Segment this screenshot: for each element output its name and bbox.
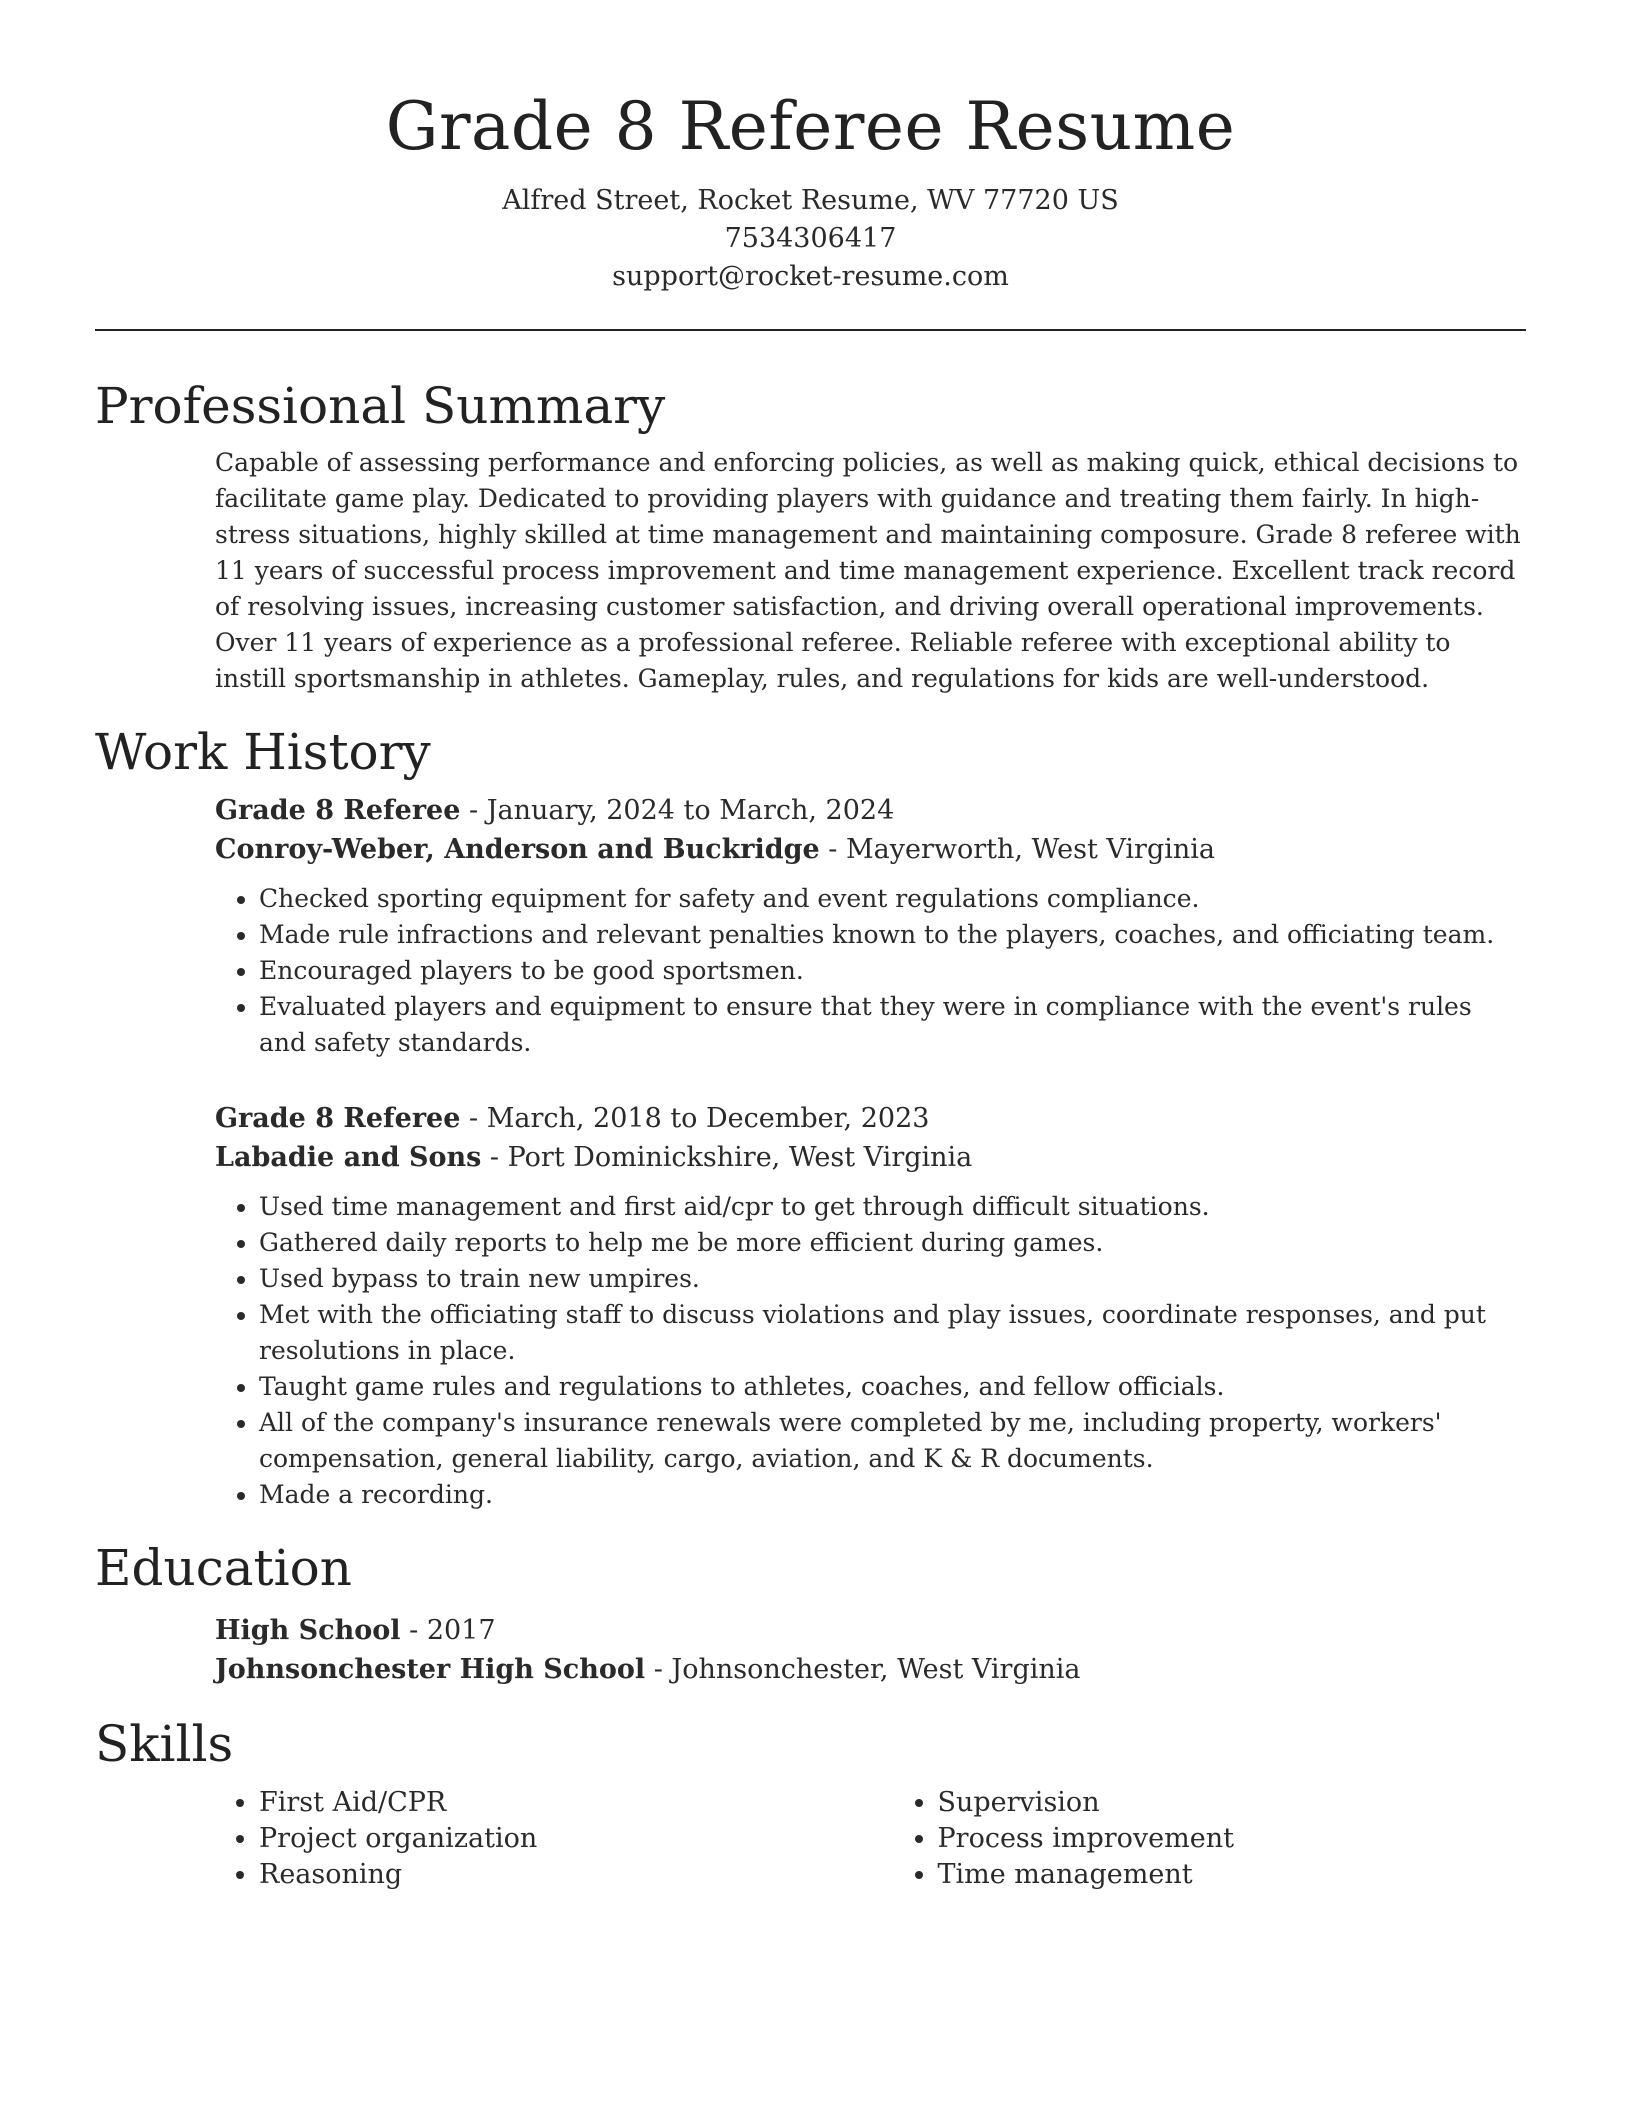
resume-page xyxy=(95,0,1526,1893)
section-title-work-history: Work History xyxy=(95,723,431,781)
education-body xyxy=(215,1611,1526,1689)
job-bullet: • Made rule infractions and relevant penalties known to the players, coaches, and officiating team. xyxy=(259,917,1526,953)
resume-title: Grade 8 Referee Resume xyxy=(385,88,1236,165)
job-entry xyxy=(215,1099,1526,1513)
skills-list-right xyxy=(894,1785,1527,1893)
education-degree-line xyxy=(215,1611,1526,1650)
job-bullet: • Met with the officiating staff to discuss violations and play issues, coordinate responses, and put resolutions in place. xyxy=(259,1297,1526,1369)
skill-item: • First Aid/CPR xyxy=(259,1785,848,1821)
education-location: - Johnsonchester, West Virginia xyxy=(645,1654,1081,1685)
education-school-line xyxy=(215,1650,1526,1689)
job-title-line xyxy=(215,791,1526,830)
header-divider xyxy=(95,329,1526,331)
job-company-line xyxy=(215,830,1526,869)
section-title-summary: Professional Summary xyxy=(95,377,666,435)
contact-block xyxy=(95,182,1526,296)
skill-item: • Supervision xyxy=(938,1785,1527,1821)
job-location: - Port Dominickshire, West Virginia xyxy=(481,1142,973,1173)
contact-email: support@rocket-resume.com xyxy=(612,261,1009,292)
job-entry xyxy=(215,791,1526,1061)
job-bullet: • Gathered daily reports to help me be more efficient during games. xyxy=(259,1225,1526,1261)
job-bullet: • Used bypass to train new umpires. xyxy=(259,1261,1526,1297)
section-title-skills: Skills xyxy=(95,1715,234,1773)
job-company-line xyxy=(215,1138,1526,1177)
job-bullet: • Used time management and first aid/cpr to get through difficult situations. xyxy=(259,1189,1526,1225)
contact-address: Alfred Street, Rocket Resume, WV 77720 US xyxy=(502,185,1119,216)
job-bullet: • Made a recording. xyxy=(259,1477,1526,1513)
skill-item: • Process improvement xyxy=(938,1821,1527,1857)
job-dates: - January, 2024 to March, 2024 xyxy=(460,795,895,826)
summary-body xyxy=(215,445,1526,697)
job-bullet: • Encouraged players to be good sportsmen. xyxy=(259,953,1526,989)
job-bullets xyxy=(215,881,1526,1061)
job-company: Labadie and Sons xyxy=(215,1142,482,1173)
job-bullet: • Checked sporting equipment for safety and event regulations compliance. xyxy=(259,881,1526,917)
summary-text: Capable of assessing performance and enforcing policies, as well as making quick, ethical decisions to facilitate game play. Dedicated to providing players with guidance and treating them fairly. In high-stress situations, highly skilled at time management and maintaining composure. Grade 8 referee with 11 years of successful process improvement and time management experience. Excellent track record of resolving issues, increasing customer satisfaction, and driving overall operational improvements. Over 11 years of experience as a professional referee. Reliable referee with exceptional ability to instill sportsmanship in athletes. Gameplay, rules, and regulations for kids are well-understood. xyxy=(215,448,1521,693)
skill-item: • Project organization xyxy=(259,1821,848,1857)
job-title: Grade 8 Referee xyxy=(215,1103,461,1134)
job-company: Conroy-Weber, Anderson and Buckridge xyxy=(215,834,820,865)
job-bullet: • All of the company's insurance renewals were completed by me, including property, workers' compensation, general liability, cargo, aviation, and K & R documents. xyxy=(259,1405,1526,1477)
education-school: Johnsonchester High School xyxy=(215,1654,646,1685)
job-bullets xyxy=(215,1189,1526,1513)
job-title: Grade 8 Referee xyxy=(215,795,461,826)
work-history-body xyxy=(215,791,1526,1513)
contact-phone: 7534306417 xyxy=(724,223,897,254)
job-location: - Mayerworth, West Virginia xyxy=(819,834,1215,865)
job-bullet: • Taught game rules and regulations to athletes, coaches, and fellow officials. xyxy=(259,1369,1526,1405)
education-degree: High School xyxy=(215,1615,401,1646)
skill-item: • Time management xyxy=(938,1857,1527,1893)
job-bullet: • Evaluated players and equipment to ensure that they were in compliance with the event's rules and safety standards. xyxy=(259,989,1526,1061)
education-year: - 2017 xyxy=(400,1615,496,1646)
job-dates: - March, 2018 to December, 2023 xyxy=(460,1103,930,1134)
skills-list-left xyxy=(215,1785,848,1893)
section-title-education: Education xyxy=(95,1539,352,1597)
job-title-line xyxy=(215,1099,1526,1138)
skill-item: • Reasoning xyxy=(259,1857,848,1893)
skills-body xyxy=(215,1785,1526,1893)
